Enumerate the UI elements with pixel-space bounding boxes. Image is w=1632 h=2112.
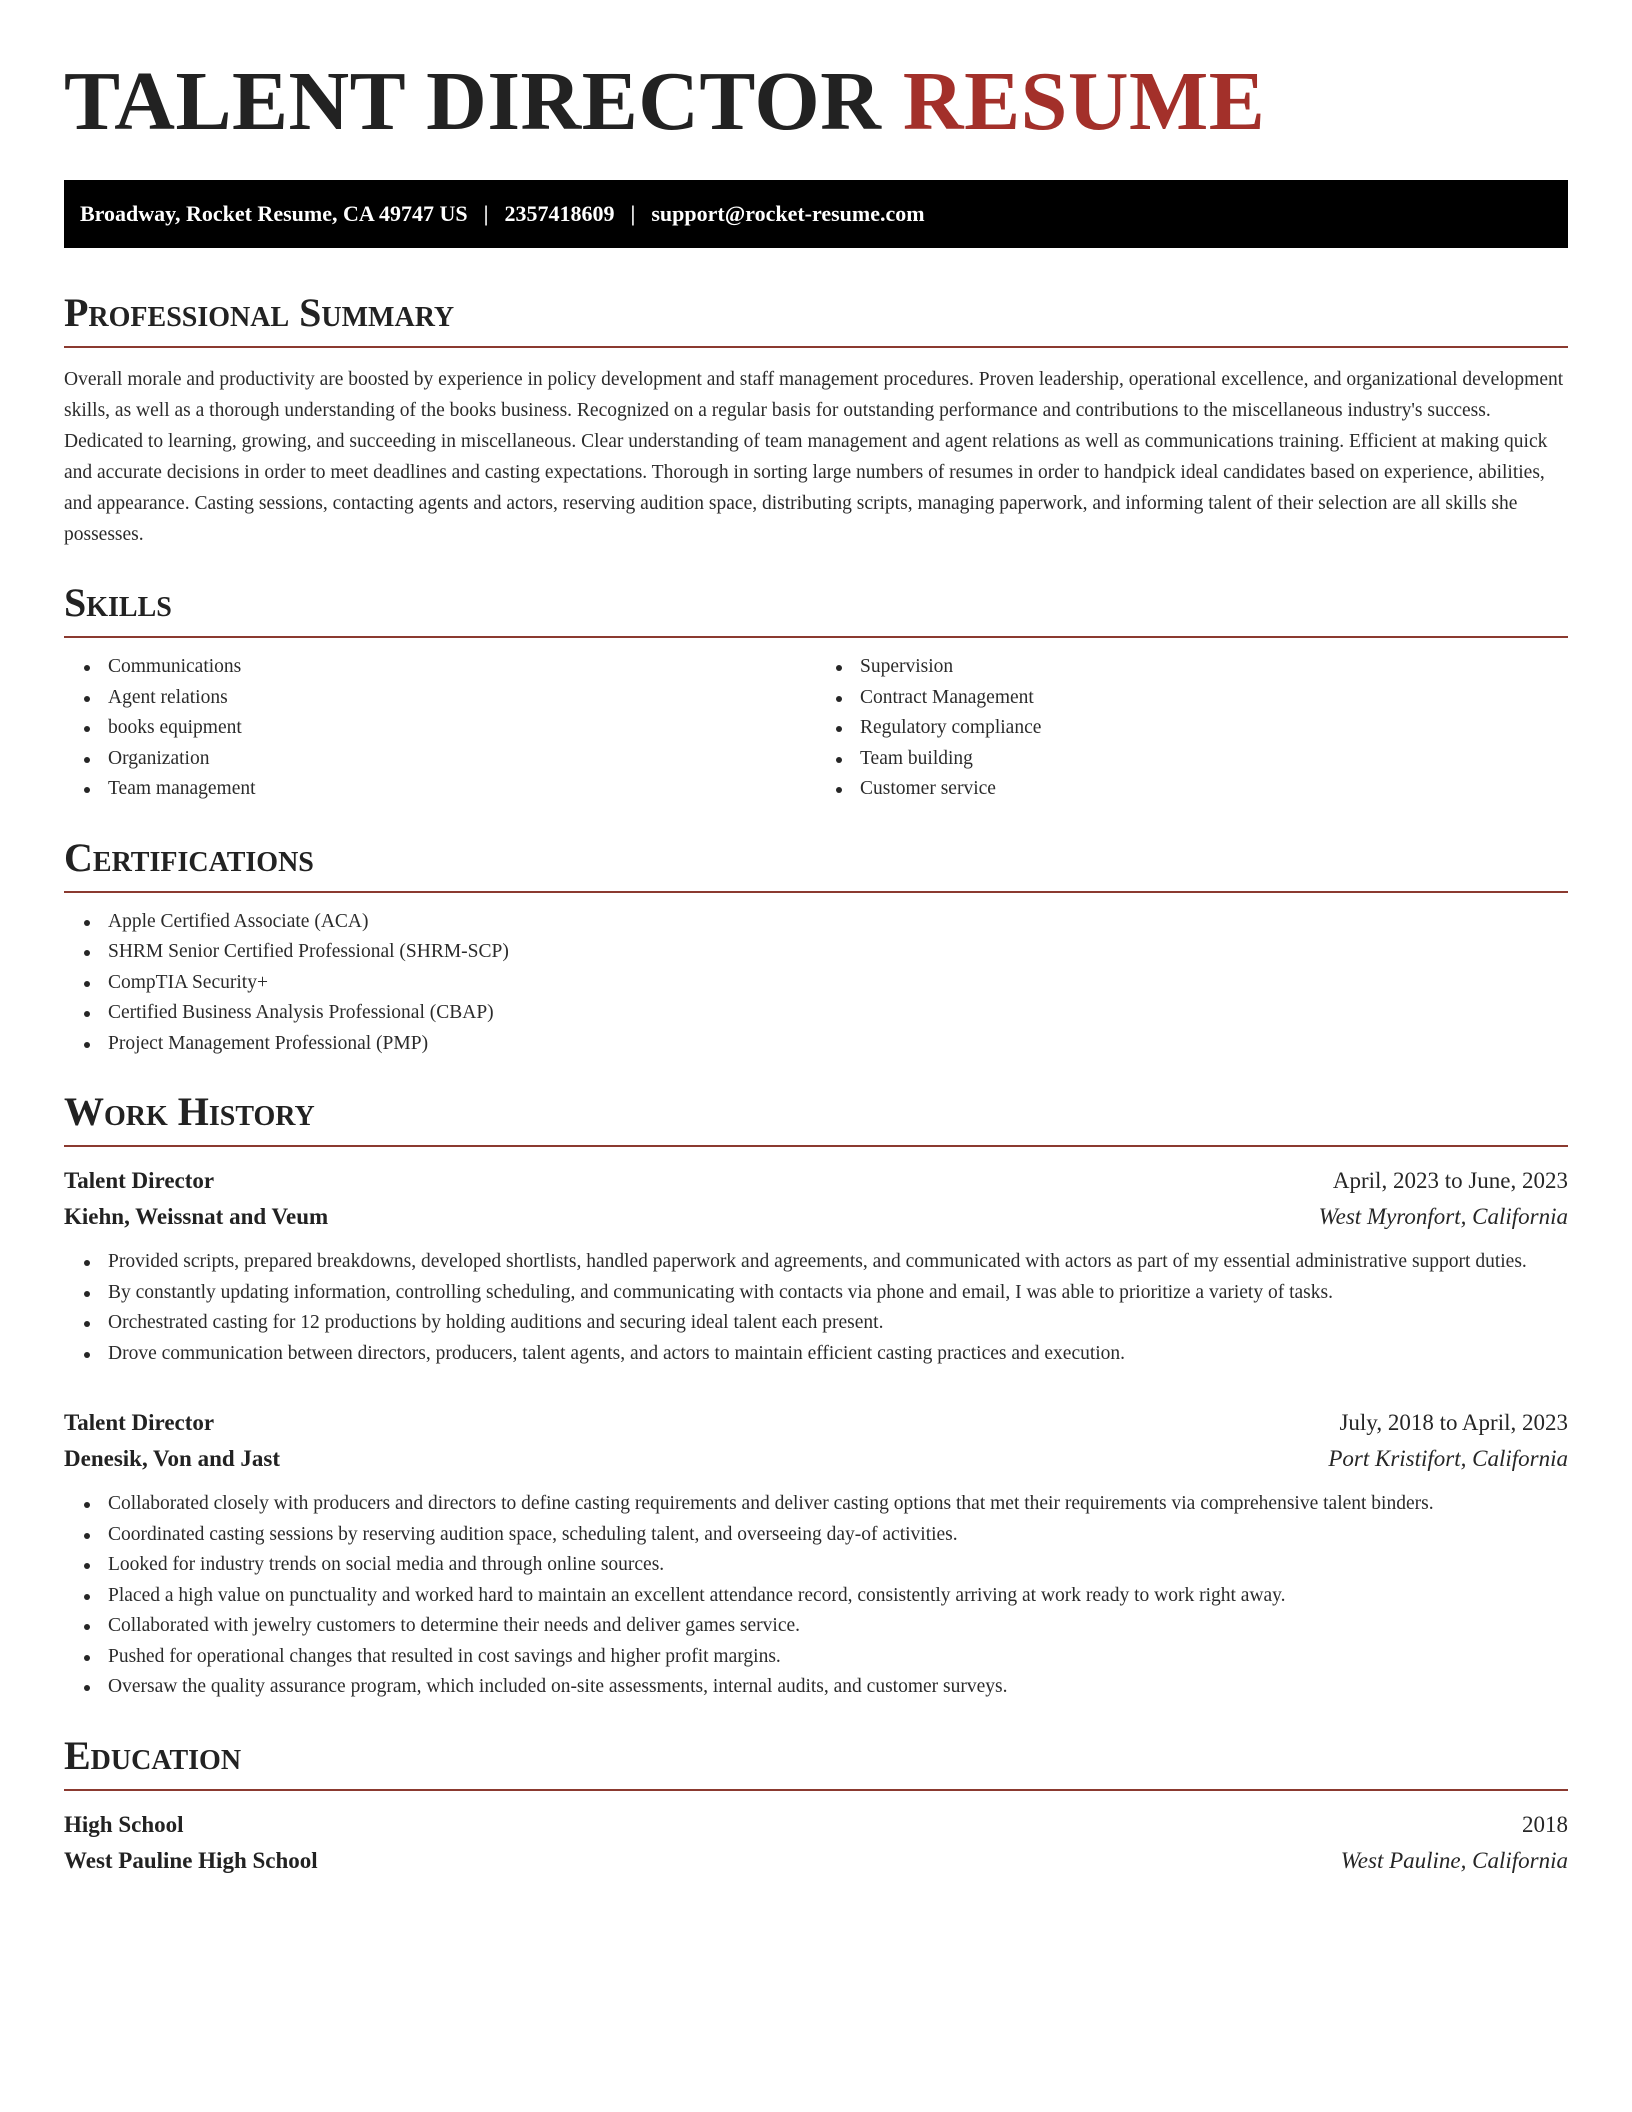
skill-item: Customer service — [860, 774, 1568, 805]
contact-email: support@rocket-resume.com — [651, 201, 925, 226]
education-header-row — [64, 1807, 1568, 1843]
work-section — [64, 1089, 1568, 1703]
skills-section — [64, 580, 1568, 805]
contact-separator: | — [630, 201, 636, 226]
job-bullet: Looked for industry trends on social media and through online sources. — [108, 1550, 1568, 1581]
skills-list-left — [64, 652, 816, 805]
job-company-row — [64, 1441, 1568, 1477]
certifications-section — [64, 835, 1568, 1060]
certification-item: Certified Business Analysis Professional (CBAP) — [108, 998, 1568, 1029]
contact-address: Broadway, Rocket Resume, CA 49747 US — [80, 201, 468, 226]
education-entry — [64, 1807, 1568, 1879]
contact-separator: | — [483, 201, 489, 226]
skill-item: Team building — [860, 744, 1568, 775]
job-location: Port Kristifort, California — [1328, 1446, 1568, 1471]
job-dates: July, 2018 to April, 2023 — [1339, 1410, 1568, 1435]
skill-item: Regulatory compliance — [860, 713, 1568, 744]
skill-item: Contract Management — [860, 683, 1568, 714]
job-bullet: Collaborated with jewelry customers to determine their needs and deliver games service. — [108, 1611, 1568, 1642]
job-bullet: Orchestrated casting for 12 productions by holding auditions and securing ideal talent each present. — [108, 1308, 1568, 1339]
job-bullet: Oversaw the quality assurance program, which included on-site assessments, internal audits, and customer surveys. — [108, 1672, 1568, 1703]
summary-text: Overall morale and productivity are boosted by experience in policy development and staff management procedures. Proven leadership, operational excellence, and organizational development skills, as well as a thorough understanding of the books business. Recognized on a regular basis for outstanding performance and contributions to the miscellaneous industry's success. Dedicated to learning, growing, and succeeding in miscellaneous. Clear understanding of team management and agent relations as well as communications training. Efficient at making quick and accurate decisions in order to meet deadlines and casting expectations. Thorough in sorting large numbers of resumes in order to handpick ideal candidates based on experience, abilities, and appearance. Casting sessions, contacting agents and actors, reserving audition space, distributing scripts, managing paperwork, and informing talent of their selection are all skills she possesses. — [64, 369, 1564, 545]
skill-item: Agent relations — [108, 683, 816, 714]
job-header-row — [64, 1405, 1568, 1441]
skill-item: Team management — [108, 774, 816, 805]
skills-grid — [64, 638, 1568, 805]
resume-title — [64, 52, 1568, 152]
job-company: Kiehn, Weissnat and Veum — [64, 1204, 329, 1229]
job-company: Denesik, Von and Jast — [64, 1446, 281, 1471]
job-bullets — [64, 1247, 1568, 1369]
certification-item: Apple Certified Associate (ACA) — [108, 907, 1568, 938]
skills-list-right — [816, 652, 1568, 805]
contact-bar — [64, 180, 1568, 248]
certification-item: Project Management Professional (PMP) — [108, 1029, 1568, 1060]
title-main: TALENT DIRECTOR — [64, 55, 882, 148]
education-school: West Pauline High School — [64, 1847, 318, 1873]
job-entry — [64, 1405, 1568, 1703]
job-bullets — [64, 1489, 1568, 1703]
job-header-row — [64, 1163, 1568, 1199]
skill-item: books equipment — [108, 713, 816, 744]
certifications-heading: Certifications — [64, 835, 1568, 893]
title-accent: RESUME — [902, 55, 1266, 148]
work-heading: Work History — [64, 1089, 1568, 1147]
summary-section — [64, 290, 1568, 550]
education-school-row — [64, 1843, 1568, 1879]
job-title: Talent Director — [64, 1168, 215, 1193]
job-location: West Myronfort, California — [1318, 1204, 1568, 1229]
education-degree: High School — [64, 1811, 184, 1837]
education-section — [64, 1733, 1568, 1879]
skill-item: Organization — [108, 744, 816, 775]
education-location: West Pauline, California — [1340, 1847, 1568, 1873]
summary-heading: Professional Summary — [64, 290, 1568, 348]
job-title: Talent Director — [64, 1410, 215, 1435]
certifications-list — [64, 907, 1568, 1060]
skills-heading: Skills — [64, 580, 1568, 638]
skill-item: Supervision — [860, 652, 1568, 683]
contact-phone: 2357418609 — [504, 201, 615, 226]
job-bullet: By constantly updating information, controlling scheduling, and communicating with contacts via phone and email, I was able to prioritize a variety of tasks. — [108, 1278, 1568, 1309]
job-bullet: Placed a high value on punctuality and worked hard to maintain an excellent attendance record, consistently arriving at work ready to work right away. — [108, 1581, 1568, 1612]
job-entry — [64, 1163, 1568, 1369]
education-heading: Education — [64, 1733, 1568, 1791]
job-bullet: Pushed for operational changes that resulted in cost savings and higher profit margins. — [108, 1642, 1568, 1673]
certification-item: SHRM Senior Certified Professional (SHRM-SCP) — [108, 937, 1568, 968]
job-dates: April, 2023 to June, 2023 — [1332, 1168, 1568, 1193]
education-year: 2018 — [1522, 1811, 1568, 1837]
job-bullet: Coordinated casting sessions by reserving audition space, scheduling talent, and overseeing day-of activities. — [108, 1520, 1568, 1551]
job-bullet: Drove communication between directors, producers, talent agents, and actors to maintain efficient casting practices and execution. — [108, 1339, 1568, 1370]
skill-item: Communications — [108, 652, 816, 683]
job-company-row — [64, 1199, 1568, 1235]
job-bullet: Collaborated closely with producers and directors to define casting requirements and deliver casting options that met their requirements via comprehensive talent binders. — [108, 1489, 1568, 1520]
job-bullet: Provided scripts, prepared breakdowns, developed shortlists, handled paperwork and agreements, and communicated with actors as part of my essential administrative support duties. — [108, 1247, 1568, 1278]
certification-item: CompTIA Security+ — [108, 968, 1568, 999]
